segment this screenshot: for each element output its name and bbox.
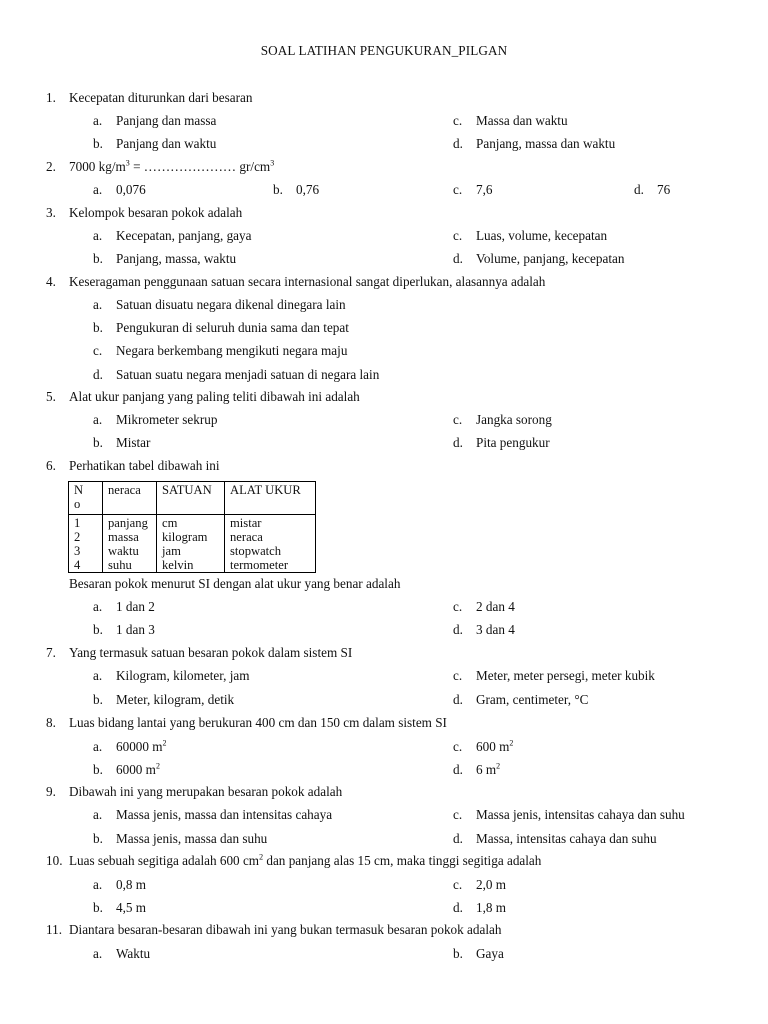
option-c: 7,6	[476, 182, 493, 197]
option-a: 1 dan 2	[116, 599, 155, 614]
option-letter: a.	[93, 668, 103, 683]
table-header-cell: N o	[69, 482, 103, 515]
table-cell: 4	[69, 558, 103, 573]
question-number: 11.	[46, 922, 62, 937]
option-letter: a.	[93, 807, 103, 822]
table-cell: jam	[157, 544, 225, 558]
option-c: Massa jenis, intensitas cahaya dan suhu	[476, 807, 685, 822]
table-cell: neraca	[225, 530, 316, 544]
question-text: Yang termasuk satuan besaran pokok dalam sistem SI	[69, 645, 353, 660]
option-d: 76	[657, 182, 671, 197]
table-header-cell: ALAT UKUR	[225, 482, 316, 515]
table-cell: cm	[157, 515, 225, 531]
question-number: 6.	[46, 458, 56, 473]
option-b: 0,76	[296, 182, 320, 197]
option-letter: c.	[453, 228, 463, 243]
table-row	[69, 515, 316, 531]
option-d: 1,8 m	[476, 900, 507, 915]
table-cell: 1	[69, 515, 103, 531]
option-letter: b.	[93, 831, 103, 846]
option-letter: d.	[453, 762, 463, 777]
option-letter: b.	[93, 900, 103, 915]
option-letter: d.	[634, 182, 644, 197]
option-letter: c.	[453, 412, 463, 427]
option-d: Panjang, massa dan waktu	[476, 136, 616, 151]
option-a: Kecepatan, panjang, gaya	[116, 228, 252, 243]
table-cell: 2	[69, 530, 103, 544]
option-letter: d.	[453, 831, 463, 846]
question-number: 4.	[46, 274, 56, 289]
question-text: Luas bidang lantai yang berukuran 400 cm dan 150 cm dalam sistem SI	[69, 715, 447, 730]
superscript: 3	[270, 158, 275, 168]
option-letter: b.	[93, 136, 103, 151]
question-text: Perhatikan tabel dibawah ini	[69, 458, 220, 473]
option-letter: d.	[453, 251, 463, 266]
option-letter: d.	[453, 692, 463, 707]
table-cell: stopwatch	[225, 544, 316, 558]
table-header-cell: SATUAN	[157, 482, 225, 515]
superscript: 2	[162, 738, 167, 748]
option-d: Massa, intensitas cahaya dan suhu	[476, 831, 657, 846]
option-a: Panjang dan massa	[116, 113, 217, 128]
superscript: 2	[155, 761, 160, 771]
option-b: Gaya	[476, 946, 504, 961]
table-header-cell: neraca	[103, 482, 157, 515]
option-d: Gram, centimeter, °C	[476, 692, 589, 707]
option-c: 2 dan 4	[476, 599, 515, 614]
option-b: Panjang dan waktu	[116, 136, 217, 151]
question-number: 1.	[46, 90, 56, 105]
table-cell: suhu	[103, 558, 157, 573]
superscript: 2	[509, 738, 514, 748]
option-letter: a.	[93, 113, 103, 128]
option-letter: c.	[453, 668, 463, 683]
option-letter: c.	[453, 182, 463, 197]
question-text-part: = ………………… gr/cm	[129, 159, 271, 174]
table-cell: waktu	[103, 544, 157, 558]
question-text-part: 7000 kg/m	[69, 159, 126, 174]
option-letter: d.	[93, 367, 103, 382]
option-a: 60000 $m^2$	[116, 738, 167, 754]
table-cell: panjang	[103, 515, 157, 531]
option-b: Mistar	[116, 435, 151, 450]
option-a: 0,076	[116, 182, 146, 197]
option-b: Panjang, massa, waktu	[116, 251, 237, 266]
table-cell: massa	[103, 530, 157, 544]
option-d: 6 $m^2$	[476, 761, 501, 777]
option-letter: a.	[93, 228, 103, 243]
question-text: Alat ukur panjang yang paling teliti dibawah ini adalah	[69, 389, 360, 404]
table-header-row	[69, 482, 316, 515]
option-d: Pita pengukur	[476, 435, 550, 450]
option-letter: c.	[453, 807, 463, 822]
question-text: Kecepatan diturunkan dari besaran	[69, 90, 253, 105]
superscript: 3	[125, 158, 130, 168]
option-b: Massa jenis, massa dan suhu	[116, 831, 268, 846]
option-letter: b.	[93, 762, 103, 777]
question-text-part: dan panjang alas 15 cm, maka tinggi segitiga adalah	[263, 853, 542, 868]
option-letter: b.	[93, 435, 103, 450]
table-cell: kilogram	[157, 530, 225, 544]
option-letter: c.	[93, 343, 103, 358]
option-c: Jangka sorong	[476, 412, 552, 427]
option-letter: c.	[453, 113, 463, 128]
option-b: Pengukuran di seluruh dunia sama dan tepat	[116, 320, 349, 335]
question-number: 2.	[46, 159, 56, 174]
option-letter: b.	[93, 320, 103, 335]
page-title: SOAL LATIHAN PENGUKURAN_PILGAN	[260, 43, 508, 58]
question-text: Keseragaman penggunaan satuan secara internasional sangat diperlukan, alasannya adalah	[69, 274, 546, 289]
measurement-table	[68, 481, 316, 573]
question-number: 10.	[46, 853, 63, 868]
table-cell: termometer	[225, 558, 316, 573]
option-letter: a.	[93, 412, 103, 427]
table-cell: 3	[69, 544, 103, 558]
option-b: 1 dan 3	[116, 622, 155, 637]
option-letter: c.	[453, 739, 463, 754]
option-a: Mikrometer sekrup	[116, 412, 218, 427]
option-letter: a.	[93, 297, 103, 312]
option-d: Satuan suatu negara menjadi satuan di negara lain	[116, 367, 380, 382]
option-letter: c.	[453, 599, 463, 614]
option-a: Massa jenis, massa dan intensitas cahaya	[116, 807, 333, 822]
option-b: Meter, kilogram, detik	[116, 692, 235, 707]
option-c: Meter, meter persegi, meter kubik	[476, 668, 655, 683]
option-d: 3 dan 4	[476, 622, 515, 637]
question-number: 3.	[46, 205, 56, 220]
superscript: 2	[259, 852, 264, 862]
option-a: 0,8 m	[116, 877, 147, 892]
option-c: 2,0 m	[476, 877, 507, 892]
superscript: 2	[496, 761, 501, 771]
option-a: Waktu	[116, 946, 151, 961]
option-letter: a.	[93, 182, 103, 197]
option-letter: c.	[453, 877, 463, 892]
table-row	[69, 530, 316, 544]
question-text	[69, 159, 274, 175]
option-letter: a.	[93, 877, 103, 892]
option-letter: d.	[453, 435, 463, 450]
option-letter: b.	[93, 251, 103, 266]
question-text-part: Luas sebuah segitiga adalah 600 cm	[69, 853, 260, 868]
option-letter: d.	[453, 136, 463, 151]
question-number: 7.	[46, 645, 56, 660]
option-letter: b.	[453, 946, 463, 961]
question-text: Diantara besaran-besaran dibawah ini yang bukan termasuk besaran pokok adalah	[69, 922, 502, 937]
question-number: 8.	[46, 715, 56, 730]
question-number: 9.	[46, 784, 56, 799]
table-row	[69, 558, 316, 573]
option-c: 600 $m^2$	[476, 738, 514, 754]
option-a: Satuan disuatu negara dikenal dinegara lain	[116, 297, 346, 312]
question-number: 5.	[46, 389, 56, 404]
option-a: Kilogram, kilometer, jam	[116, 668, 250, 683]
option-letter: a.	[93, 946, 103, 961]
option-letter: b.	[93, 622, 103, 637]
table-cell: kelvin	[157, 558, 225, 573]
option-c: Luas, volume, kecepatan	[476, 228, 608, 243]
option-b: 4,5 m	[116, 900, 147, 915]
option-c: Massa dan waktu	[476, 113, 568, 128]
question-text: Dibawah ini yang merupakan besaran pokok adalah	[69, 784, 343, 799]
option-letter: b.	[93, 692, 103, 707]
option-d: Volume, panjang, kecepatan	[476, 251, 625, 266]
question-text-followup: Besaran pokok menurut SI dengan alat ukur yang benar adalah	[69, 576, 401, 591]
option-letter: d.	[453, 622, 463, 637]
option-c: Negara berkembang mengikuti negara maju	[116, 343, 348, 358]
question-text: Kelompok besaran pokok adalah	[69, 205, 243, 220]
option-letter: a.	[93, 599, 103, 614]
option-letter: a.	[93, 739, 103, 754]
table-cell: mistar	[225, 515, 316, 531]
option-letter: b.	[273, 182, 283, 197]
option-b: 6000 $m^2$	[116, 761, 160, 777]
table-row	[69, 544, 316, 558]
question-text	[69, 853, 541, 869]
option-letter: d.	[453, 900, 463, 915]
